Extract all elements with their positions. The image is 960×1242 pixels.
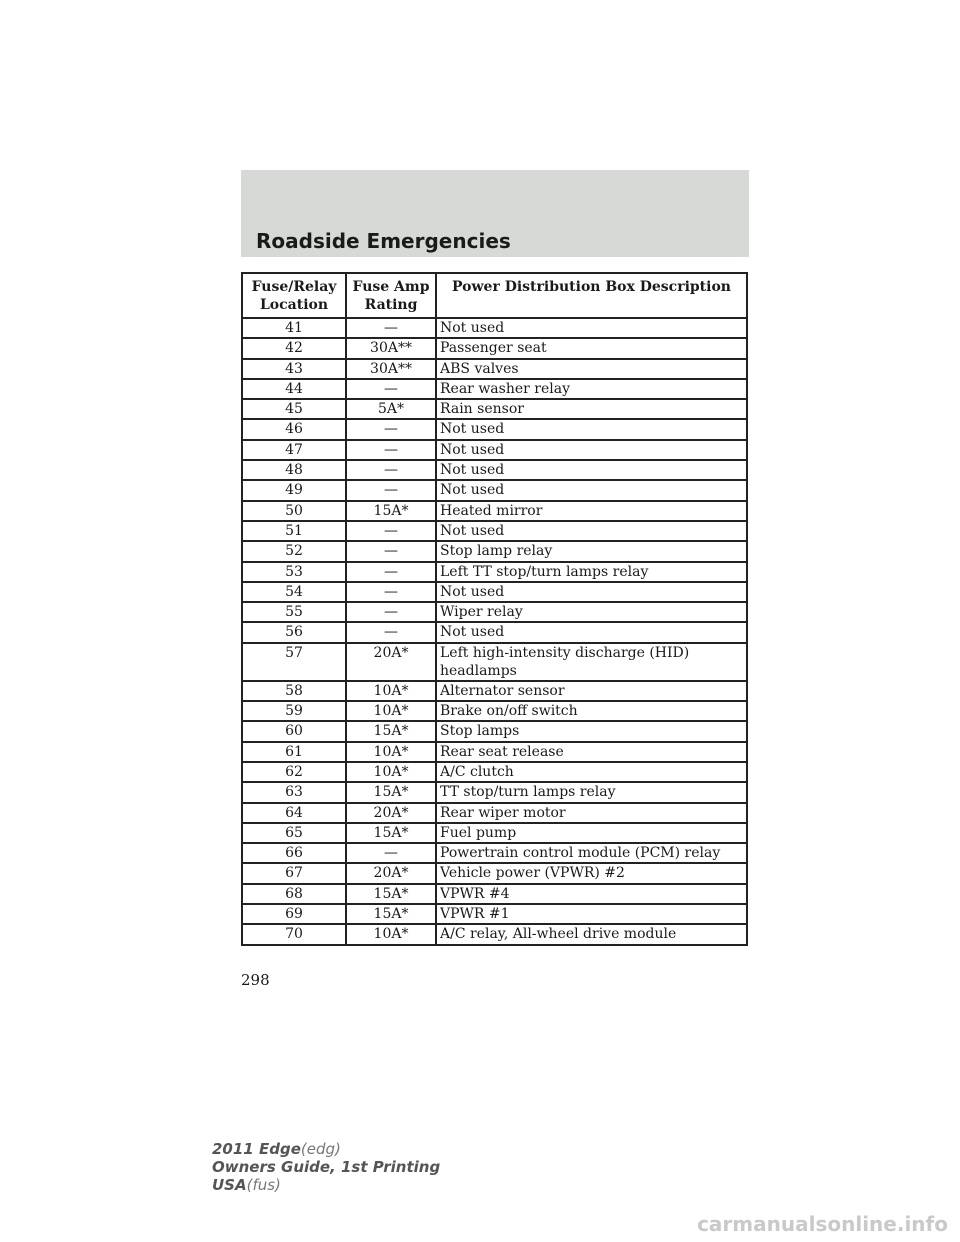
cell-description: Stop lamps [436, 721, 747, 741]
table-row [242, 318, 747, 338]
cell-amp-rating: 5A* [346, 399, 436, 419]
footer-imprint [212, 1140, 440, 1194]
column-header-location: Fuse/Relay Location [242, 273, 346, 318]
footer-market-code: (fus) [246, 1176, 281, 1194]
cell-description: Rear wiper motor [436, 803, 747, 823]
cell-location: 62 [242, 762, 346, 782]
cell-description: TT stop/turn lamps relay [436, 782, 747, 802]
table-row [242, 379, 747, 399]
cell-amp-rating: 10A* [346, 924, 436, 944]
cell-amp-rating: 20A* [346, 643, 436, 681]
column-header-amp-rating: Fuse Amp Rating [346, 273, 436, 318]
cell-description: Passenger seat [436, 338, 747, 358]
cell-location: 52 [242, 541, 346, 561]
cell-amp-rating: 15A* [346, 501, 436, 521]
cell-description: VPWR #4 [436, 884, 747, 904]
cell-amp-rating: 15A* [346, 782, 436, 802]
cell-amp-rating: — [346, 562, 436, 582]
cell-description: Vehicle power (VPWR) #2 [436, 863, 747, 883]
cell-description: Fuel pump [436, 823, 747, 843]
cell-amp-rating: 15A* [346, 721, 436, 741]
column-header-description: Power Distribution Box Description [436, 273, 747, 318]
table-row [242, 701, 747, 721]
cell-amp-rating: — [346, 541, 436, 561]
cell-description: Left TT stop/turn lamps relay [436, 562, 747, 582]
cell-location: 58 [242, 681, 346, 701]
table-row [242, 562, 747, 582]
cell-location: 45 [242, 399, 346, 419]
section-title: Roadside Emergencies [256, 229, 511, 253]
table-row [242, 904, 747, 924]
cell-amp-rating: 15A* [346, 904, 436, 924]
cell-amp-rating: — [346, 480, 436, 500]
cell-description: Rear washer relay [436, 379, 747, 399]
cell-amp-rating: 20A* [346, 803, 436, 823]
cell-amp-rating: — [346, 318, 436, 338]
table-row [242, 602, 747, 622]
cell-description: Alternator sensor [436, 681, 747, 701]
cell-amp-rating: 15A* [346, 884, 436, 904]
cell-location: 63 [242, 782, 346, 802]
cell-location: 64 [242, 803, 346, 823]
table-row [242, 843, 747, 863]
table-row [242, 681, 747, 701]
cell-description: Left high-intensity discharge (HID) headlamps [436, 643, 747, 681]
table-row [242, 742, 747, 762]
footer-printing: Owners Guide, 1st Printing [212, 1158, 441, 1176]
cell-description: Wiper relay [436, 602, 747, 622]
cell-description: VPWR #1 [436, 904, 747, 924]
cell-description: A/C relay, All-wheel drive module [436, 924, 747, 944]
cell-amp-rating: — [346, 602, 436, 622]
table-row [242, 803, 747, 823]
cell-location: 51 [242, 521, 346, 541]
cell-amp-rating: 30A** [346, 359, 436, 379]
table-row [242, 338, 747, 358]
cell-location: 41 [242, 318, 346, 338]
cell-amp-rating: — [346, 460, 436, 480]
cell-amp-rating: — [346, 419, 436, 439]
footer-market: USA [212, 1176, 247, 1194]
cell-description: Not used [436, 521, 747, 541]
table-row [242, 582, 747, 602]
footer-model-code: (edg) [300, 1140, 341, 1158]
footer-model: 2011 Edge [212, 1140, 301, 1158]
cell-location: 47 [242, 440, 346, 460]
cell-location: 46 [242, 419, 346, 439]
cell-description: Rain sensor [436, 399, 747, 419]
cell-location: 55 [242, 602, 346, 622]
cell-amp-rating: — [346, 379, 436, 399]
cell-description: Not used [436, 582, 747, 602]
table-row [242, 622, 747, 642]
cell-location: 48 [242, 460, 346, 480]
cell-location: 42 [242, 338, 346, 358]
table-row [242, 721, 747, 741]
cell-amp-rating: 30A** [346, 338, 436, 358]
cell-location: 57 [242, 643, 346, 681]
cell-amp-rating: — [346, 521, 436, 541]
page-number: 298 [241, 971, 270, 989]
cell-amp-rating: 20A* [346, 863, 436, 883]
cell-location: 65 [242, 823, 346, 843]
cell-description: Not used [436, 419, 747, 439]
table-row [242, 440, 747, 460]
table-body [242, 318, 747, 945]
cell-location: 54 [242, 582, 346, 602]
cell-amp-rating: 10A* [346, 681, 436, 701]
cell-location: 53 [242, 562, 346, 582]
cell-location: 60 [242, 721, 346, 741]
cell-location: 43 [242, 359, 346, 379]
cell-location: 50 [242, 501, 346, 521]
cell-amp-rating: — [346, 843, 436, 863]
cell-description: Powertrain control module (PCM) relay [436, 843, 747, 863]
table-row [242, 823, 747, 843]
cell-location: 59 [242, 701, 346, 721]
cell-amp-rating: 15A* [346, 823, 436, 843]
watermark: carmanualsonline.info [697, 1212, 948, 1236]
table-row [242, 541, 747, 561]
table-row [242, 762, 747, 782]
cell-description: Brake on/off switch [436, 701, 747, 721]
cell-description: Not used [436, 460, 747, 480]
cell-description: Stop lamp relay [436, 541, 747, 561]
cell-description: Not used [436, 480, 747, 500]
cell-location: 61 [242, 742, 346, 762]
cell-description: ABS valves [436, 359, 747, 379]
table-row [242, 924, 747, 944]
cell-amp-rating: 10A* [346, 742, 436, 762]
cell-location: 56 [242, 622, 346, 642]
cell-amp-rating: — [346, 440, 436, 460]
cell-amp-rating: — [346, 622, 436, 642]
cell-description: Not used [436, 318, 747, 338]
cell-description: Heated mirror [436, 501, 747, 521]
cell-location: 68 [242, 884, 346, 904]
table-row [242, 501, 747, 521]
table-row [242, 359, 747, 379]
table-row [242, 480, 747, 500]
table-row [242, 399, 747, 419]
cell-description: Not used [436, 622, 747, 642]
cell-location: 70 [242, 924, 346, 944]
table-row [242, 419, 747, 439]
cell-location: 69 [242, 904, 346, 924]
cell-location: 49 [242, 480, 346, 500]
table-row [242, 863, 747, 883]
cell-amp-rating: 10A* [346, 701, 436, 721]
fuse-table [241, 272, 748, 946]
table-row [242, 521, 747, 541]
cell-amp-rating: — [346, 582, 436, 602]
cell-amp-rating: 10A* [346, 762, 436, 782]
cell-description: A/C clutch [436, 762, 747, 782]
cell-location: 67 [242, 863, 346, 883]
table-row [242, 460, 747, 480]
table-row [242, 643, 747, 681]
table-header-row [242, 273, 747, 318]
cell-description: Not used [436, 440, 747, 460]
table-row [242, 884, 747, 904]
table-row [242, 782, 747, 802]
cell-location: 44 [242, 379, 346, 399]
cell-description: Rear seat release [436, 742, 747, 762]
cell-location: 66 [242, 843, 346, 863]
